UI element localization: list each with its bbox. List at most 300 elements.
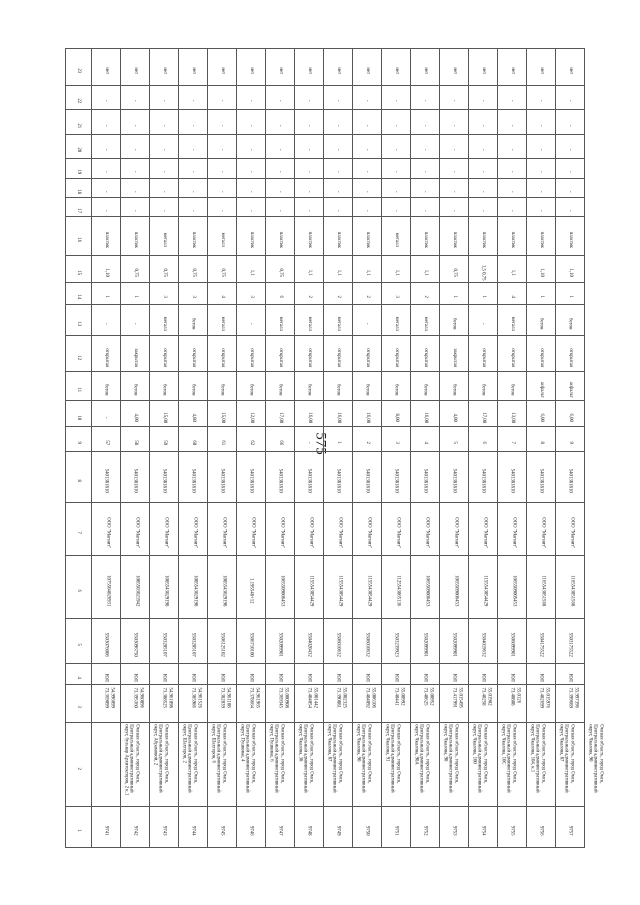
table-cell: -	[410, 85, 439, 109]
table-cell: -	[120, 178, 149, 197]
table-cell: -	[91, 110, 120, 134]
table-cell: Омская область, город Омск, Центральный административный округ, Пушкина, 4	[207, 723, 236, 807]
table-cell: пластик	[526, 217, 555, 256]
table-cell: -	[323, 159, 352, 178]
table-cell: 5401381810	[323, 451, 352, 502]
table-cell: 59	[149, 427, 178, 451]
table-cell: 58	[120, 427, 149, 451]
table-cell: 13,00	[497, 400, 526, 427]
table-cell: 62	[236, 427, 265, 451]
table-cell: 6	[265, 282, 294, 304]
table-cell: нет	[381, 49, 410, 86]
table-cell: бетон	[178, 305, 207, 336]
table-cell: -	[120, 110, 149, 134]
registry-grid	[65, 48, 604, 848]
table-cell: 3	[381, 282, 410, 304]
table-cell: -	[236, 110, 265, 134]
table-cell: ООО "Магнит"	[381, 502, 410, 555]
table-cell: Омская область, город Омск, Центральный административный округ, Чкалова, 90	[323, 723, 352, 807]
table-cell: -	[468, 197, 497, 216]
table-cell: -	[439, 197, 468, 216]
column-number: 19	[66, 159, 92, 178]
table-cell: пластик	[236, 217, 265, 256]
table-cell: нет	[439, 49, 468, 86]
table-cell: 5401381810	[91, 451, 120, 502]
table-cell: 54.960896 73.395360	[120, 684, 149, 723]
table-cell: 1165543051568	[555, 556, 584, 619]
column-number: 6	[66, 556, 92, 619]
table-cell: открытая	[207, 335, 236, 372]
table-cell: ЮЛ	[91, 664, 120, 684]
column-number: 18	[66, 178, 92, 197]
table-cell: нет	[91, 49, 120, 86]
table-cell: открытая	[236, 335, 265, 372]
table-cell: бетон	[207, 372, 236, 401]
table-cell: нет	[178, 49, 207, 86]
table-cell: 4,00	[120, 400, 149, 427]
table-cell: 7	[497, 427, 526, 451]
table-cell: 60	[178, 427, 207, 451]
table-row	[66, 372, 585, 401]
table-cell: -	[294, 178, 323, 197]
table-cell: -	[236, 197, 265, 216]
table-cell: пластик	[497, 217, 526, 256]
table-cell: нет	[410, 49, 439, 86]
table-cell: -	[265, 134, 294, 158]
table-cell: 16,00	[323, 400, 352, 427]
column-number: 13	[66, 305, 92, 336]
table-cell: -	[294, 134, 323, 158]
table-cell: ЮЛ	[120, 664, 149, 684]
table-cell: ООО "Магнит"	[265, 502, 294, 555]
table-cell: -	[555, 110, 584, 134]
table-cell: 0,75	[149, 256, 178, 283]
table-cell: 5401381810	[120, 451, 149, 502]
table-cell: -	[294, 159, 323, 178]
table-cell: 57	[91, 427, 120, 451]
table-cell: пластик	[439, 217, 468, 256]
table-cell: -	[410, 110, 439, 134]
table-cell: пластик	[265, 217, 294, 256]
table-cell: 9744	[178, 807, 207, 848]
table-cell: -	[497, 178, 526, 197]
table-cell: -	[120, 85, 149, 109]
table-cell: 9756	[526, 807, 555, 848]
table-cell: -	[352, 197, 381, 216]
table-cell: -	[323, 178, 352, 197]
table-cell: -	[497, 134, 526, 158]
table-cell: ЮЛ	[526, 664, 555, 684]
table-cell: 4	[207, 282, 236, 304]
column-number: 21	[66, 110, 92, 134]
table-cell: 55.015976 73.402699	[526, 684, 555, 723]
table-cell: -	[294, 85, 323, 109]
table-cell: 61	[207, 427, 236, 451]
table-cell: 0,75	[120, 256, 149, 283]
column-number: 3	[66, 684, 92, 723]
table-cell: -	[207, 178, 236, 197]
table-cell: 1165543051568	[526, 556, 555, 619]
table-cell: 8,00	[381, 400, 410, 427]
table-cell: 54.996099 73.369099	[91, 684, 120, 723]
table-cell: 55.015495 73.417991	[439, 684, 468, 723]
table-cell: 1	[120, 282, 149, 304]
table-cell: 2	[323, 282, 352, 304]
table-cell: пластик	[294, 217, 323, 256]
table-cell: 5401381810	[497, 451, 526, 502]
table-row	[66, 49, 585, 86]
table-cell: -	[555, 85, 584, 109]
table-cell: 2	[352, 427, 381, 451]
table-cell: 1155543054429	[323, 556, 352, 619]
table-row	[66, 451, 585, 502]
table-cell: -	[294, 110, 323, 134]
table-cell: -	[265, 110, 294, 134]
table-cell: 55.006106 73.404092	[352, 684, 381, 723]
table-cell: -	[526, 159, 555, 178]
table-cell: Омская область, город Омск, Центральный административный округ, Чкалова, 98	[410, 723, 439, 807]
table-cell: Омская область, город Омск, Центральный административный округ, Чкалова, 104, к.1	[497, 723, 526, 807]
table-cell: 5506010632	[323, 619, 352, 664]
table-cell: 5504020432	[294, 619, 323, 664]
table-cell: 5401381810	[381, 451, 410, 502]
table-cell: ООО "Магнит"	[294, 502, 323, 555]
table-cell: -	[178, 178, 207, 197]
table-cell: -	[207, 159, 236, 178]
table-cell: 5	[439, 427, 468, 451]
table-cell: -	[410, 159, 439, 178]
table-cell: 5401381810	[265, 451, 294, 502]
table-cell: -	[439, 134, 468, 158]
table-cell: 2	[352, 282, 381, 304]
table-row	[66, 335, 585, 372]
table-cell: 5503096750	[120, 619, 149, 664]
table-cell: металл	[149, 305, 178, 336]
table-cell: -	[381, 134, 410, 158]
table-cell: -	[439, 85, 468, 109]
table-cell: 1085543029198	[207, 556, 236, 619]
table-cell: -	[120, 159, 149, 178]
table-cell: 5506710100	[236, 619, 265, 664]
table-cell: бетон	[294, 372, 323, 401]
table-cell: 2	[410, 282, 439, 304]
table-cell: -	[497, 85, 526, 109]
table-cell: пластик	[323, 217, 352, 256]
table-cell: нет	[352, 49, 381, 86]
table-cell: Омская область, город Омск, Центральный административный округ, Шахтеров, 6	[178, 723, 207, 807]
table-row	[66, 305, 585, 336]
table-cell: 3	[178, 282, 207, 304]
table-cell: ЮЛ	[468, 664, 497, 684]
table-cell: открытая	[497, 335, 526, 372]
table-cell: 5503076006	[91, 619, 120, 664]
table-cell: 1085503021942	[120, 556, 149, 619]
table-cell: Омская область, город Омск, Центральный административный округ, Шахтеров, 2	[149, 723, 178, 807]
table-cell: 55.000908 73.369345	[265, 684, 294, 723]
table-cell: 1,1	[381, 256, 410, 283]
table-cell: 5506099901	[497, 619, 526, 664]
table-cell: 5401381810	[294, 451, 323, 502]
table-cell: 0,75	[265, 256, 294, 283]
table-cell: ООО "Магнит"	[526, 502, 555, 555]
table-cell: -	[410, 134, 439, 158]
table-cell: бетон	[439, 372, 468, 401]
table-cell: 55.002325 73.390881	[323, 684, 352, 723]
table-cell: пластик	[352, 217, 381, 256]
table-cell: бетон	[91, 372, 120, 401]
table-cell: -	[497, 159, 526, 178]
table-cell: 1	[323, 427, 352, 451]
column-number: 15	[66, 256, 92, 283]
table-cell: -	[468, 110, 497, 134]
table-cell: 5502099901	[410, 619, 439, 664]
table-cell: ЮЛ	[149, 664, 178, 684]
table-row	[66, 282, 585, 304]
table-cell: 1065509005453	[497, 556, 526, 619]
table-cell: -	[323, 197, 352, 216]
table-cell: 6,00	[526, 400, 555, 427]
table-cell: 3	[381, 427, 410, 451]
table-cell: 1,1	[410, 256, 439, 283]
column-number: 20	[66, 134, 92, 158]
table-cell: ЮЛ	[439, 664, 468, 684]
table-cell: 12,00	[236, 400, 265, 427]
table-cell: Омская область, город Омск, Центральный административный округ, Чкалова, 87	[526, 723, 555, 807]
table-cell: металл	[381, 305, 410, 336]
table-cell: 6,00	[555, 400, 584, 427]
table-cell: -	[555, 159, 584, 178]
table-cell: ООО "Магнит"	[149, 502, 178, 555]
table-cell: ООО "Магнит"	[323, 502, 352, 555]
table-cell: -	[294, 427, 323, 451]
table-cell: -	[149, 110, 178, 134]
table-cell: 5504175522	[526, 619, 555, 664]
table-cell: 4,00	[439, 400, 468, 427]
column-number: 7	[66, 502, 92, 555]
table-row	[66, 664, 585, 684]
column-number: 11	[66, 372, 92, 401]
table-cell: -	[468, 159, 497, 178]
table-cell: 1,10	[91, 256, 120, 283]
table-cell: -	[265, 197, 294, 216]
table-cell: пластик	[555, 217, 584, 256]
table-cell: 5502099901	[265, 619, 294, 664]
table-cell: нет	[526, 49, 555, 86]
table-cell: 54.961108 73.382039	[207, 684, 236, 723]
table-cell: ЮЛ	[352, 664, 381, 684]
table-cell: -	[352, 305, 381, 336]
table-cell: -	[323, 85, 352, 109]
table-cell: ЮЛ	[294, 664, 323, 684]
table-cell: 1065509006453	[265, 556, 294, 619]
table-cell: -	[526, 178, 555, 197]
table-cell: -	[120, 305, 149, 336]
table-cell: 1	[468, 282, 497, 304]
table-cell: Омская область, город Омск, Центральный административный округ, Чкалова, 87	[294, 723, 323, 807]
table-cell: нет	[236, 49, 265, 86]
table-cell: пластик	[178, 217, 207, 256]
table-cell: Омская область, город Омск, Центральный административный округ, Абрамовой, 2	[120, 723, 149, 807]
table-cell: -	[178, 134, 207, 158]
table-cell: открытая	[555, 335, 584, 372]
table-cell: 9754	[468, 807, 497, 848]
table-cell: 16,00	[410, 400, 439, 427]
table-cell: нет	[468, 49, 497, 86]
table-cell: 16,00	[294, 400, 323, 427]
table-cell: ООО "Магнит"	[178, 502, 207, 555]
table-cell: металл	[497, 305, 526, 336]
table-cell: ЮЛ	[265, 664, 294, 684]
column-number: 9	[66, 427, 92, 451]
table-cell: Омская область, город Омск, Центральный административный округ, Пушкина, 6	[236, 723, 265, 807]
table-cell: -	[352, 85, 381, 109]
table-cell: ООО "Магнит"	[439, 502, 468, 555]
table-cell: ООО "Магнит"	[497, 502, 526, 555]
column-number: 4	[66, 664, 92, 684]
table-cell: бетон	[439, 305, 468, 336]
table-cell: -	[149, 85, 178, 109]
table-cell: -	[526, 110, 555, 134]
table-cell: бетон	[555, 305, 584, 336]
table-cell: 9741	[91, 807, 120, 848]
table-cell: Омская область, город Омск, Центральный административный округ, Чкалова, 100	[439, 723, 468, 807]
table-cell: 1.195548+12	[236, 556, 265, 619]
table-cell: 1065509006453	[410, 556, 439, 619]
table-cell: 9745	[207, 807, 236, 848]
table-cell: ЮЛ	[497, 664, 526, 684]
table-row	[66, 256, 585, 283]
column-number: 16	[66, 217, 92, 256]
table-row	[66, 85, 585, 109]
table-cell: 9749	[323, 807, 352, 848]
table-cell: ООО "Магнит"	[91, 502, 120, 555]
table-cell: -	[381, 197, 410, 216]
table-cell: нет	[555, 49, 584, 86]
table-cell: бетон	[149, 372, 178, 401]
table-cell: бетон	[526, 305, 555, 336]
table-cell: открытая	[294, 335, 323, 372]
table-cell: металл	[294, 305, 323, 336]
table-cell: -	[323, 110, 352, 134]
table-cell: 6	[468, 427, 497, 451]
table-cell: 4	[410, 427, 439, 451]
table-cell: 5503175522	[555, 619, 584, 664]
table-cell: 1,1	[497, 256, 526, 283]
table-cell: Омская область, город Омск, Центральный административный округ, Чкалова, 91	[352, 723, 381, 807]
column-number: 23	[66, 49, 92, 86]
table-cell: 9742	[120, 807, 149, 848]
table-cell: -	[526, 85, 555, 109]
table-cell: -	[149, 134, 178, 158]
table-row	[66, 684, 585, 723]
table-cell: 55.00952 73.40625	[410, 684, 439, 723]
table-cell: 3	[149, 282, 178, 304]
table-cell: -	[352, 134, 381, 158]
table-cell: 9748	[294, 807, 323, 848]
table-cell: бетон	[178, 372, 207, 401]
table-cell: открытая	[149, 335, 178, 372]
table-cell: пластик	[120, 217, 149, 256]
column-number: 14	[66, 282, 92, 304]
table-cell: 15,00	[149, 400, 178, 427]
page-number: 575	[312, 432, 329, 455]
table-cell: открытая	[323, 335, 352, 372]
column-number: 22	[66, 85, 92, 109]
table-cell: 5401381810	[207, 451, 236, 502]
table-cell: открытая	[352, 335, 381, 372]
table-cell: нет	[149, 49, 178, 86]
table-cell: ЮЛ	[381, 664, 410, 684]
table-cell: ЮЛ	[323, 664, 352, 684]
table-cell: -	[91, 85, 120, 109]
table-cell: -	[410, 178, 439, 197]
table-cell: 0,75	[439, 256, 468, 283]
table-cell: 55.0126 73.40808	[497, 684, 526, 723]
table-cell: 1,1	[352, 256, 381, 283]
table-cell: -	[294, 197, 323, 216]
registry-table	[65, 48, 604, 848]
table-cell: -	[120, 134, 149, 158]
table-cell: Омская область, город Омск, Центральный административный округ, Чкалова, 90	[555, 723, 584, 807]
table-cell: 17,00	[265, 400, 294, 427]
table-row	[66, 159, 585, 178]
table-cell: металл	[381, 217, 410, 256]
table-cell: открытая	[410, 335, 439, 372]
table-cell: 0,75	[207, 256, 236, 283]
table-row	[66, 197, 585, 216]
table-cell: 3	[236, 282, 265, 304]
table-cell: -	[207, 110, 236, 134]
table-row	[66, 134, 585, 158]
table-cell: 9751	[381, 807, 410, 848]
table-cell: -	[91, 197, 120, 216]
table-cell: 9753	[439, 807, 468, 848]
table-cell: 54.961965 73.378664	[236, 684, 265, 723]
table-cell: -	[526, 134, 555, 158]
table-cell: 1085543029198	[178, 556, 207, 619]
table-cell: нет	[497, 49, 526, 86]
column-number: 8	[66, 451, 92, 502]
table-cell: 9750	[352, 807, 381, 848]
table-cell: 5503205107	[178, 619, 207, 664]
table-cell: -	[555, 134, 584, 158]
table-cell: -	[497, 197, 526, 216]
table-cell: Омская область, город Омск, Центральный административный округ, бульвар Архитекторов, 2 к.1	[91, 723, 120, 807]
table-cell: -	[178, 159, 207, 178]
table-cell: 55.001442 73.404054	[294, 684, 323, 723]
table-row	[66, 502, 585, 555]
table-cell: -	[468, 178, 497, 197]
table-cell: 1065509006453	[439, 556, 468, 619]
table-cell: металл	[410, 305, 439, 336]
table-cell: -	[352, 159, 381, 178]
table-cell: 1	[439, 282, 468, 304]
table-cell: ООО "Магнит"	[410, 502, 439, 555]
table-cell: 5401381810	[352, 451, 381, 502]
table-cell: -	[236, 159, 265, 178]
table-cell: 1,1	[323, 256, 352, 283]
table-cell: Омская область, город Омск, Центральный административный округ, Чкалова, 38	[265, 723, 294, 807]
table-row	[66, 110, 585, 134]
table-cell: 5502099901	[439, 619, 468, 664]
table-row	[66, 400, 585, 427]
table-cell: -	[91, 400, 120, 427]
column-number: 12	[66, 335, 92, 372]
table-cell: 1155543054429	[294, 556, 323, 619]
table-cell: открытая	[526, 335, 555, 372]
table-cell: 5401381810	[468, 451, 497, 502]
table-cell: пластик	[91, 217, 120, 256]
